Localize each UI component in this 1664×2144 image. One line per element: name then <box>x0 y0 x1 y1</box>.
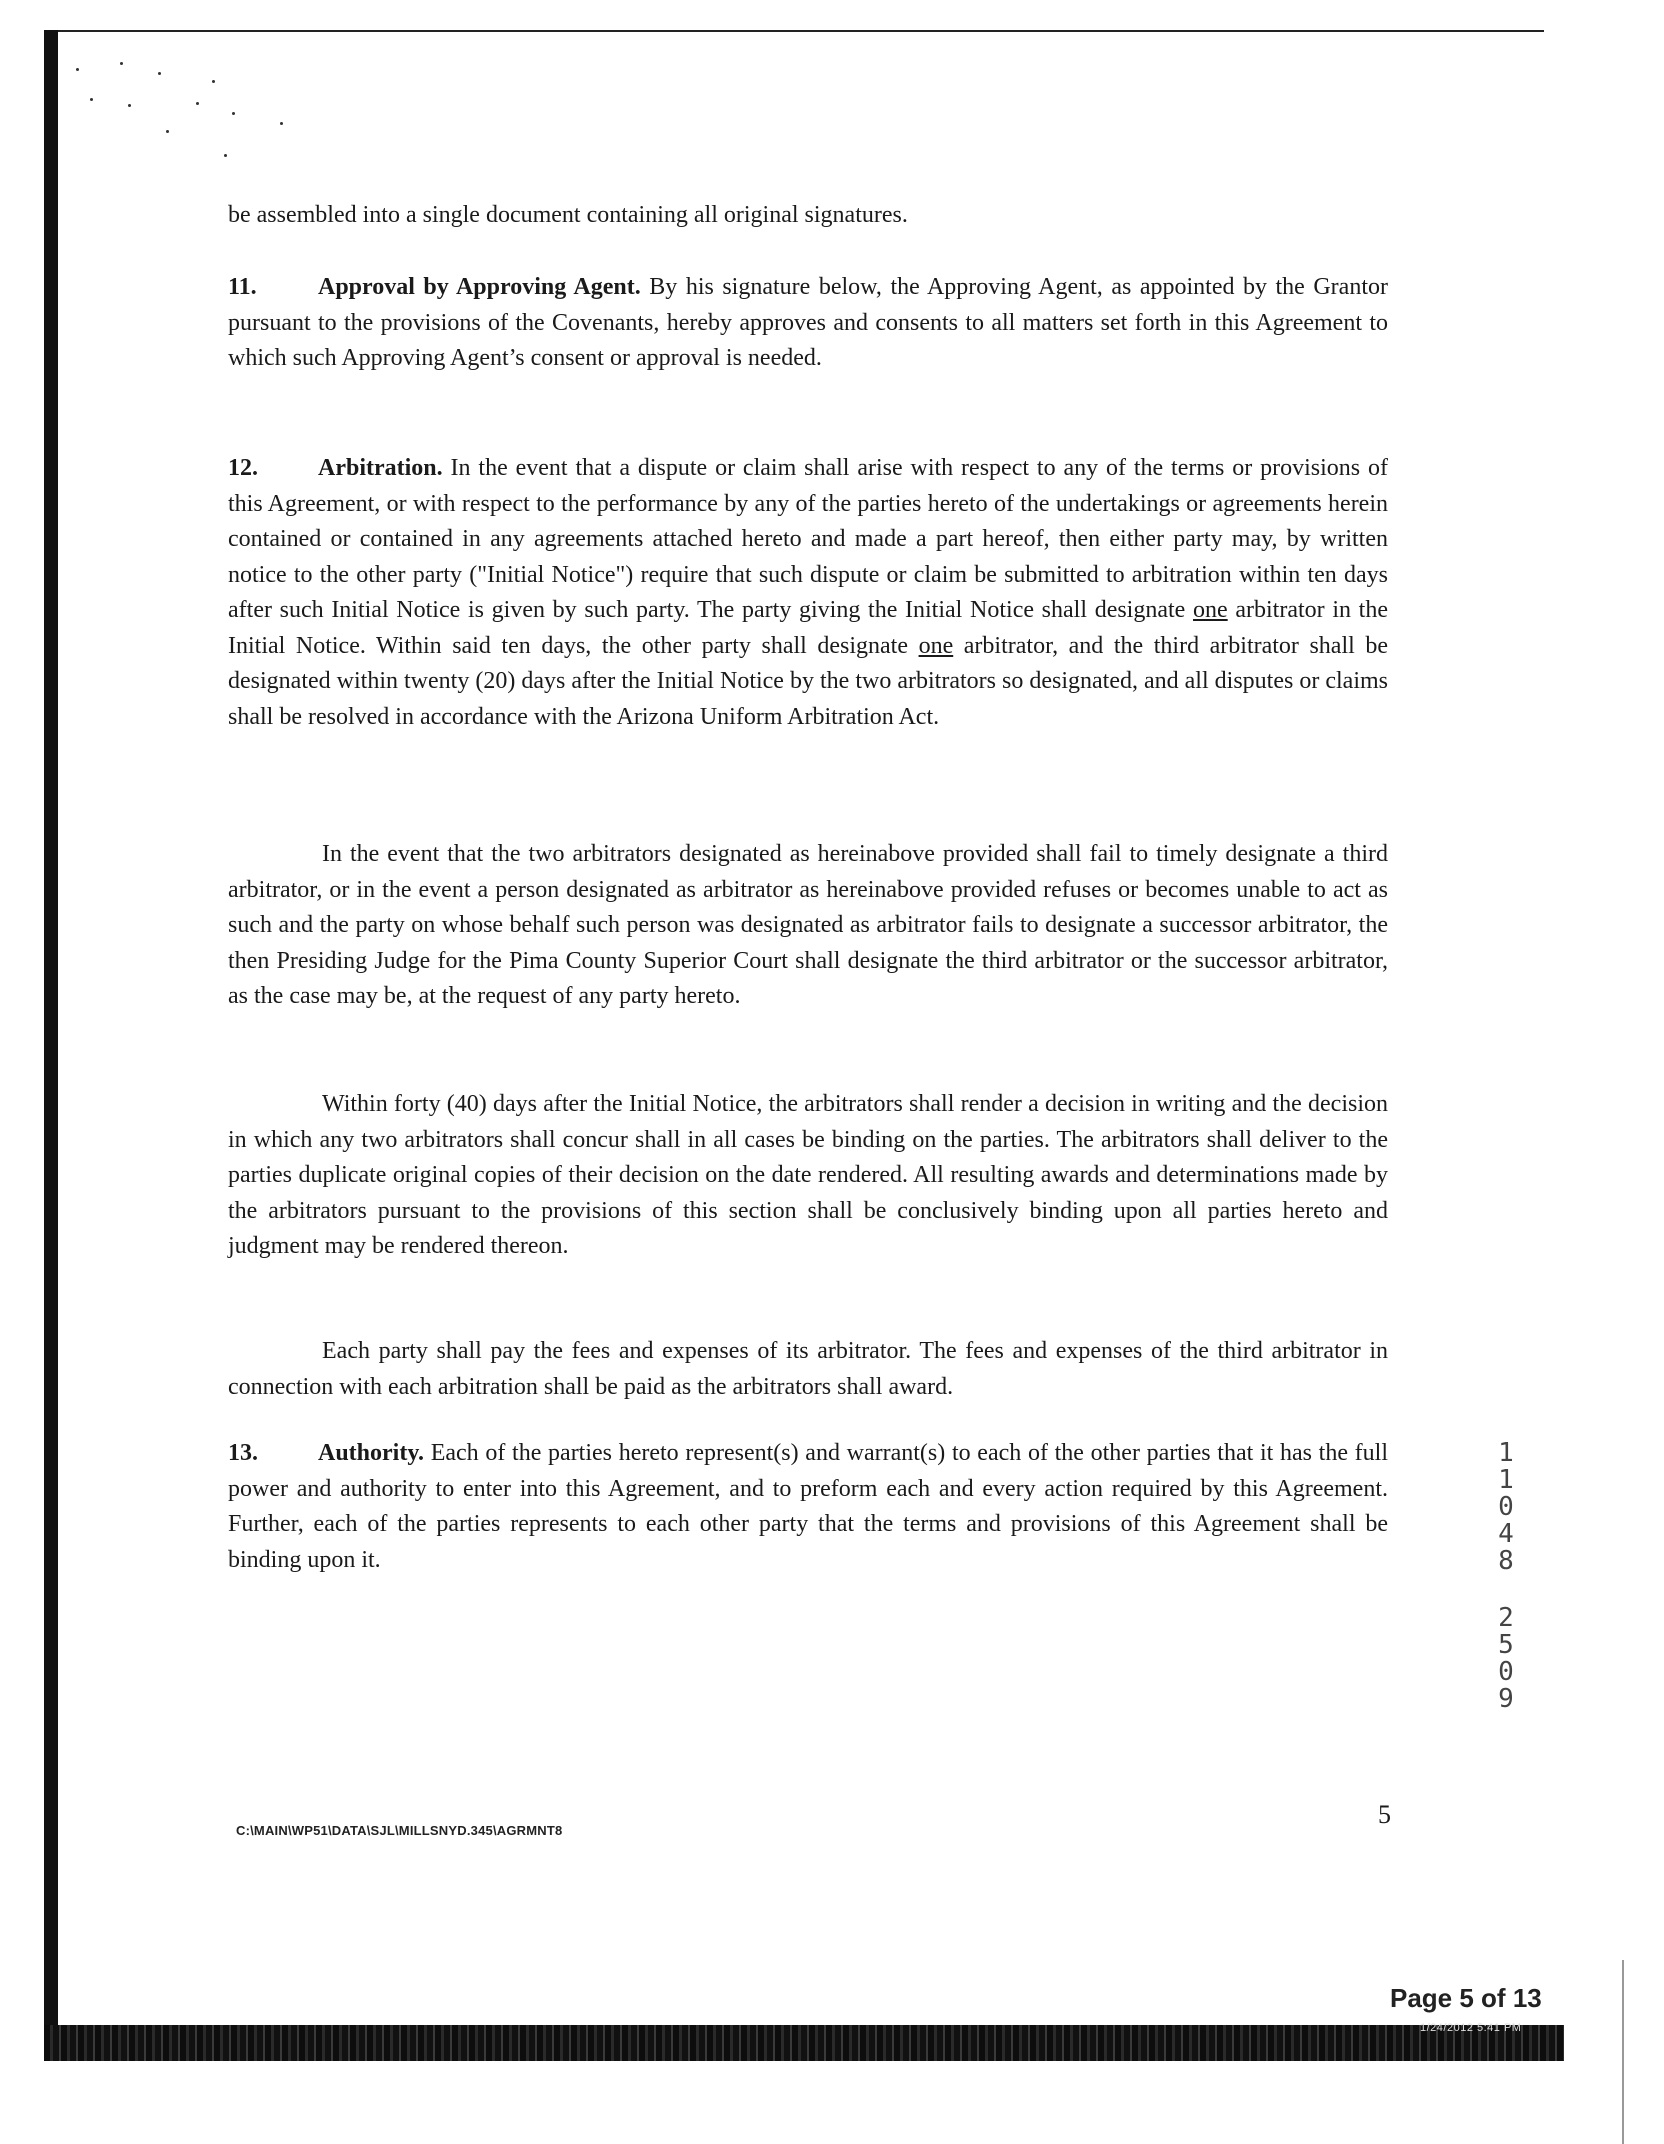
section-13-text: Each of the parties hereto represent(s) and warrant(s) to each of the other parties that it has the full power and authority to enter into this Agreement, and to preform each and every action required by this Agreement. Further, each of the parties represents to each other party that the terms and provisions of this Agreement shall be binding upon it. <box>228 1440 1388 1573</box>
right-scan-edge <box>1622 1960 1624 2144</box>
section-12-paragraph-3 <box>228 1087 1388 1265</box>
section-12-title: Arbitration. <box>318 455 443 481</box>
section-11-number: 11. <box>228 274 257 300</box>
section-11-title: Approval by Approving Agent. <box>318 274 641 300</box>
paragraph-4-text: Each party shall pay the fees and expenses of its arbitrator. The fees and expenses of the third arbitrator in connection with each arbitration shall be paid as the arbitrators shall award. <box>228 1338 1388 1400</box>
stamp-char: 4 <box>1498 1519 1514 1549</box>
stamp-char: 1 <box>1498 1438 1514 1468</box>
section-12-text-c: arbitrator, and the third arbitrator shall be designated within twenty (20) days after the Initial Notice by the two arbitrators so designated, and all disputes or claims shall be resolved in accordance with the Arizona Uniform Arbitration Act. <box>228 632 1389 730</box>
section-11-text: By his signature below, the Approving Agent, as appointed by the Grantor pursuant to the provisions of the Covenants, hereby approves and consents to all matters set forth in this Agreement to which such Approving Agent’s consent or approval is needed. <box>228 274 1388 371</box>
stamp-char: 2 <box>1498 1603 1514 1633</box>
stamp-char: 5 <box>1498 1630 1514 1660</box>
section-11 <box>228 270 1388 377</box>
file-path-footer: C:\MAIN\WP51\DATA\SJL\MILLSNYD.345\AGRMNT8 <box>236 1823 563 1838</box>
section-12-underlined-one-b: one <box>918 632 954 659</box>
stamp-char: 0 <box>1498 1657 1514 1687</box>
page-of-label: Page 5 of 13 <box>1390 1983 1542 2013</box>
stamp-char: 0 <box>1498 1492 1514 1522</box>
left-scan-border <box>44 30 58 2060</box>
section-12-underlined-one-a: one <box>1193 597 1228 623</box>
intro-paragraph <box>228 198 1388 234</box>
section-12-paragraph-2 <box>228 837 1388 1015</box>
page-number: 5 <box>1378 1800 1391 1829</box>
intro-line: be assembled into a single document containing all original signatures. <box>228 202 908 228</box>
section-13 <box>228 1436 1388 1578</box>
paragraph-2-text: In the event that the two arbitrators designated as hereinabove provided shall fail to timely designate a third arbitrator, or in the event a person designated as arbitrator as hereinabove provided refuses or becomes unable to act as such and the party on whose behalf such person was designated as arbitrator fails to designate a successor arbitrator, the then Presiding Judge for the Pima County Superior Court shall designate the third arbitrator or the successor arbitrator, as the case may be, at the request of any party hereto. <box>228 841 1388 1009</box>
bottom-scan-bar <box>44 2025 1564 2061</box>
section-12-text-a: In the event that a dispute or claim shall arise with respect to any of the terms or provisions of this Agreement, or with respect to the performance by any of the parties hereto of the undertakings or agreements herein contained or contained in any agreements attached hereto and made a part hereof, then either party may, by written notice to the other party ("Initial Notice") require that such dispute or claim be submitted to arbitration within ten days after such Initial Notice is given by such party. The party giving the Initial Notice shall designate <box>228 455 1388 623</box>
top-scan-edge <box>44 30 1544 32</box>
section-13-number: 13. <box>228 1440 258 1466</box>
section-12-number: 12. <box>228 455 258 481</box>
section-12-text-b: arbitrator in the Initial Notice. Within said ten days, the other party shall designate <box>228 597 1388 659</box>
recording-number-stamp <box>1494 1440 1518 1713</box>
scan-specks <box>70 60 300 160</box>
stamp-char: 8 <box>1498 1546 1514 1576</box>
stamp-char: 1 <box>1498 1465 1514 1495</box>
section-12 <box>228 451 1388 735</box>
section-13-title: Authority. <box>318 1440 425 1466</box>
scan-timestamp: 1/24/2012 5:41 PM <box>1420 2022 1522 2034</box>
paragraph-3-text: Within forty (40) days after the Initial Notice, the arbitrators shall render a decision in writing and the decision in which any two arbitrators shall concur shall in all cases be binding on the parties. The arbitrators shall deliver to the parties duplicate original copies of their decision on the date rendered. All resulting awards and determinations made by the arbitrators pursuant to the provisions of this section shall be conclusively binding upon all parties hereto and judgment may be rendered thereon. <box>228 1091 1388 1259</box>
section-12-paragraph-4 <box>228 1334 1388 1405</box>
stamp-char: 9 <box>1498 1684 1514 1714</box>
